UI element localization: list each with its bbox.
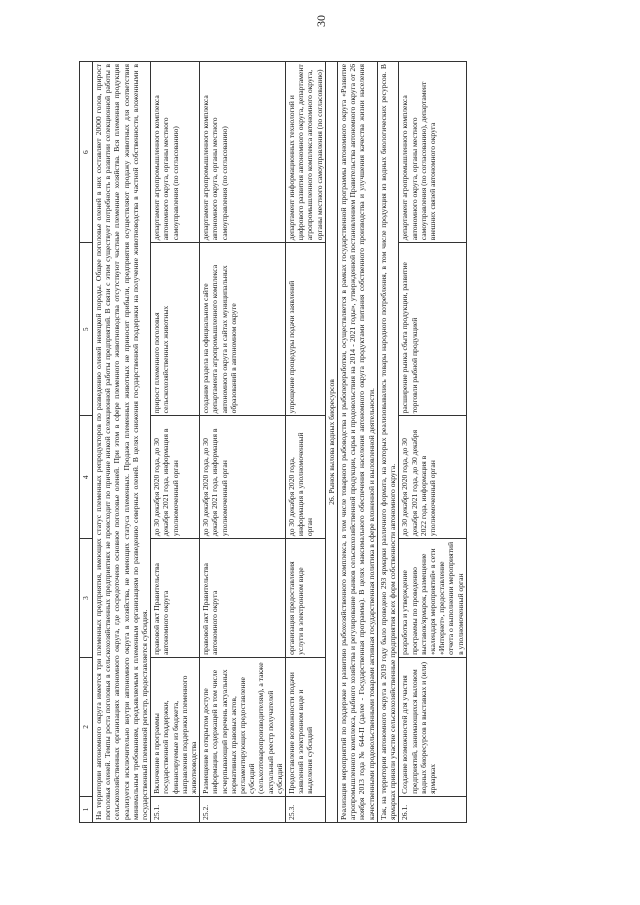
measure-cell: Включение в программы государственной поддержки, финансируемые из бюджета, направления поддержки племенного животноводства [151, 657, 200, 796]
executor-cell: департамент агропромышленного комплекса автономного округа, органы местного самоуправления (по согласованию) [151, 62, 200, 243]
section-heading-row [325, 62, 337, 823]
document-table-page [79, 61, 559, 823]
table-row [200, 62, 286, 823]
column-number: 1 [80, 796, 93, 822]
executor-cell: департамент информационных технологий и цифрового развития автономного округа, департамент агропромышленного комплекса автономного округа, органы местного самоуправления (по согласованию) [286, 62, 326, 243]
result-cell: создание раздела на официальном сайте департамента агропромышленного комплекса автономного округа и сайтах муниципальных образований в автономном округе [200, 243, 286, 416]
act-cell: организация предоставления услуги в электронном виде [286, 539, 326, 658]
measure-cell: Создание возможностей для участия предприятий, занимающихся выловом водных биоресурсов в выставках и (или) ярмарках [399, 657, 466, 796]
column-number: 2 [80, 657, 93, 796]
column-number: 6 [80, 62, 93, 243]
row-number: 25.2. [200, 796, 286, 822]
term-cell: до 30 декабря 2020 года, до 30 декабря 2021 года, информация в уполномоченный орган [200, 416, 286, 539]
column-number: 4 [80, 416, 93, 539]
table-row [286, 62, 326, 823]
result-cell: прирост племенного поголовья сельскохозяйственных животных [151, 243, 200, 416]
section-paragraph-row [338, 62, 378, 823]
act-cell: правовой акт Правительства автономного округа [151, 539, 200, 658]
section-26-paragraph-1: Реализация мероприятий по поддержке и развитию рыбохозяйственного комплекса, в том числе товарного рыбоводства и рыбопереработки, осуществляется в рамках государственной программы автономного округа «Развитие агропромышленного комплекса, рыбного хозяйства и регулирование рынков сельскохозяйственной продукции, сырья и продовольствия на 2014 - 2021 годы», утвержденной постановлением Правительства автономного округа от 26 ноября 2013 года № 644-П (далее - Государственная программа). В целях максимального обеспечения населения автономного округа продуктами питания собственного производства и улучшения качества жизни населения качественными продовольственными товарами активная государственная политика в сфере вложенной и выловленной деятельности. [338, 62, 378, 823]
act-cell: разработка и утверждение программы по проведению выставок/ярмарок, размещение «календаря мероприятий» в сети «Интернет», предоставление отчета о выполнении мероприятий в уполномоченный орган [399, 539, 466, 658]
column-numbers-row [80, 62, 93, 823]
term-cell: до 30 декабря 2020 года, информация в уполномоченный орган [286, 416, 326, 539]
intro-paragraph-row [93, 62, 151, 823]
result-cell: расширение рынка сбыта продукции, развитие торговли рыбной продукцией [399, 243, 466, 416]
row-number: 25.3. [286, 796, 326, 822]
executor-cell: департамент агропромышленного комплекса автономного округа, органы местного самоуправления (по согласованию), департамент внешних связей автономного округа [399, 62, 466, 243]
section-paragraph-row [377, 62, 398, 823]
result-cell: упрощение процедуры подачи заявлений [286, 243, 326, 416]
column-number: 3 [80, 539, 93, 658]
act-cell: правовой акт Правительства автономного округа [200, 539, 286, 658]
row-number: 25.1. [151, 796, 200, 822]
measure-cell: Предоставление возможности подачи заявлений в электронном виде и выделения субсидий [286, 657, 326, 796]
term-cell: до 30 декабря 2020 года, до 30 декабря 2021 года, до 30 декабря 2022 года, информация в уполномоченный орган [399, 416, 466, 539]
measures-table [79, 61, 467, 823]
measure-cell: Размещение в открытом доступе информации, содержащей в том числе исчерпывающий перечень актуальных нормативных правовых актов, регламентирующих предоставление субсидий (сельхозтоваропроизводителям), а также актуальный реестр получателей субсидий [200, 657, 286, 796]
table-row [151, 62, 200, 823]
section-26-title: 26. Рынок вылова водных биоресурсов [325, 62, 337, 823]
row-number: 26.1. [399, 796, 466, 822]
intro-paragraph: На территории автономного округа имеется три племенных предприятия, имеющих статус племенных репродукторов по разведению оленей ненецкой породы. Общее поголовье оленей в них составляет 20000 голов, прирост поголовья оленей. Темпы роста поголовья в сельскохозяйственных предприятиях не происходит по причине низкой селекционной работы предприятий. В связи с этим существует потребность в развитии селекционной работы в сельскохозяйственных организациях автономного округа, где сосредоточено основное поголовье оленей. При этом в сфере племенного животноводства отсутствуют частные племенные хозяйства. Вся племенная продукция реализуется исключительно внутри автономного округа в хозяйства, не имеющих статуса племенных. Продажа племенных животных не приносит прибыли, предприятия осуществляют продажу животных для соответствия минимальным требованиям, предъявляемым к племенным организациям по разведению северных оленей. В целях снижения государственной поддержки на получение животноводства в частной собственности, вложенными в государственный племенной регистр, предоставляется субсидия. [93, 62, 151, 823]
executor-cell: департамент агропромышленного комплекса автономного округа, органы местного самоуправления (по согласованию) [200, 62, 286, 243]
page-number: 30 [314, 15, 328, 27]
table-row [399, 62, 466, 823]
term-cell: до 30 декабря 2020 года, до 30 декабря 2021 года, информация в уполномоченный орган [151, 416, 200, 539]
column-number: 5 [80, 243, 93, 416]
section-26-paragraph-2: Так, на территории автономного округа в 2019 году было проведено 293 ярмарки различного формата, на которых реализовывались товары народного потребления, в том числе продукция из водных биологических ресурсов. В ярмарках приняли участие сельскохозяйственные предприятия всех форм собственности автономного округа. [377, 62, 398, 823]
